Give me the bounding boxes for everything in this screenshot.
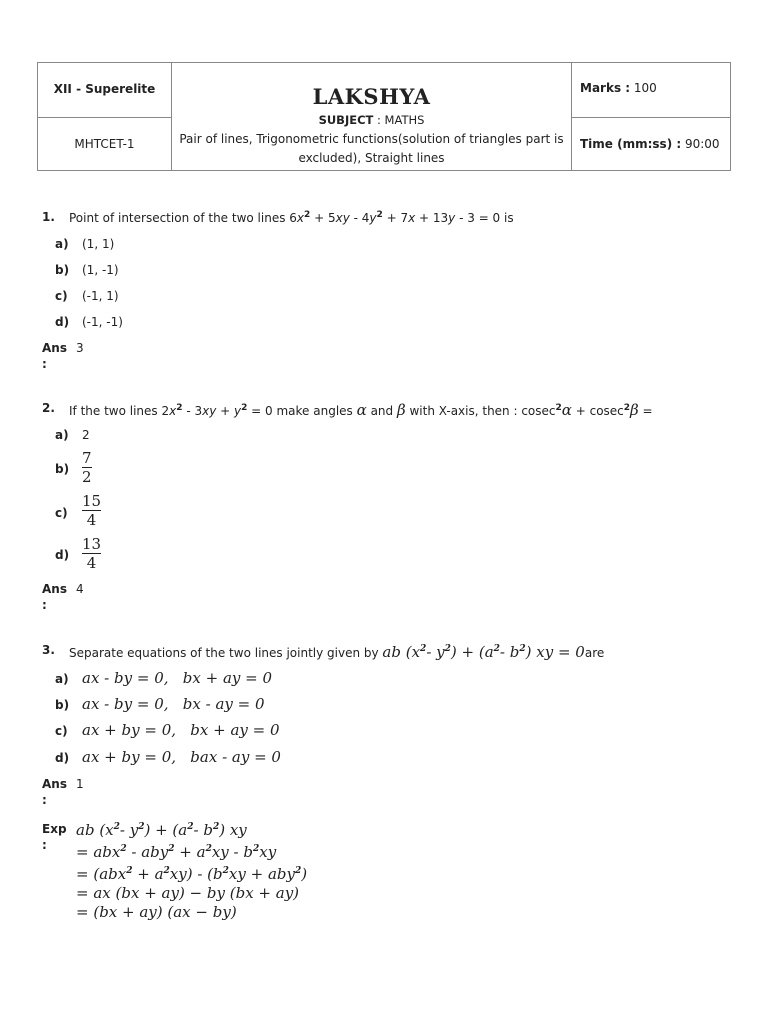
option-label: c)	[55, 289, 68, 303]
explanation-colon: :	[42, 838, 47, 852]
explanation-line: = ax (bx + ay) − by (bx + ay)	[76, 884, 300, 902]
option-value: ax - by = 0, bx + ay = 0	[82, 669, 273, 687]
question-text: Point of intersection of the two lines $6x^2 + 5xy - 4y^2 + 7x + 13y - 3 = 0$ is	[69, 210, 514, 225]
question-number: 2.	[42, 401, 55, 415]
explanation-line: = (bx + ay) (ax − by)	[76, 903, 237, 921]
answer-label: Ans	[42, 777, 67, 791]
equation: ab ($x^2-$ $y^2) + (a^2-$ $b^2$) xy = 0	[382, 643, 585, 661]
question-text: If the two lines $2x^2 - 3xy + y^2 = 0$ make angles α and β with X-axis, then : cosec$^2$α + cosec$^2$β =	[69, 401, 653, 419]
question-number: 3.	[42, 643, 55, 657]
option-label: a)	[55, 428, 69, 442]
question-number: 1.	[42, 210, 55, 224]
option-label: a)	[55, 672, 69, 686]
option-value: ax + by = 0, bx + ay = 0	[82, 721, 280, 739]
topics: Pair of lines, Trigonometric functions(solution of triangles part is excluded), Straight lines	[179, 132, 564, 165]
answer-colon: :	[42, 793, 47, 807]
time-label: Time (mm:ss) :	[580, 137, 682, 151]
question-text: Separate equations of the two lines jointly given by ab ($x^2-$ $y^2) + (a^2-$ $b^2$) xy = 0are	[69, 643, 605, 661]
option-label: b)	[55, 263, 70, 277]
option-label: b)	[55, 698, 70, 712]
header-center	[172, 63, 571, 170]
option-value: ax - by = 0, bx - ay = 0	[82, 695, 265, 713]
explanation-line: ab ($x^2-$ $y^2) + (a^2-$ $b^2$) xy	[76, 821, 247, 839]
answer-colon: :	[42, 598, 47, 612]
option-value: (-1, -1)	[82, 315, 123, 329]
answer-value: 3	[76, 341, 84, 355]
subject-value: : MATHS	[377, 113, 425, 127]
option-value: (1, 1)	[82, 237, 115, 251]
option-label: b)	[55, 462, 70, 476]
fraction: 7 2	[82, 449, 92, 486]
option-value: (-1, 1)	[82, 289, 119, 303]
fraction: 13 4	[82, 535, 102, 572]
option-label: d)	[55, 751, 70, 765]
option-label: d)	[55, 548, 70, 562]
option-label: c)	[55, 506, 68, 520]
test-code: MHTCET-1	[38, 118, 172, 170]
option-label: a)	[55, 237, 69, 251]
answer-colon: :	[42, 357, 47, 371]
option-value: (1, -1)	[82, 263, 119, 277]
marks-value: 100	[633, 81, 657, 95]
explanation	[76, 818, 307, 922]
answer-label: Ans	[42, 341, 67, 355]
answer-label: Ans	[42, 582, 67, 596]
option-value: 2	[82, 428, 90, 442]
class-name: XII - Superelite	[38, 63, 172, 118]
explanation-line: = $(abx^2 + a^2xy) - (b^2xy + aby^2)$	[76, 865, 308, 883]
option-label: c)	[55, 724, 68, 738]
subject-line	[172, 113, 571, 127]
paper-title: LAKSHYA	[312, 84, 431, 109]
explanation-line: = $abx^2 - aby^2 + a^2xy - b^2xy$	[76, 843, 277, 861]
option-value: ax + by = 0, bax - ay = 0	[82, 748, 281, 766]
fraction: 15 4	[82, 492, 102, 529]
option-label: d)	[55, 315, 70, 329]
subject-label: SUBJECT	[318, 113, 374, 127]
time-cell	[571, 118, 730, 170]
marks-cell	[571, 63, 730, 118]
header-table	[37, 62, 731, 171]
explanation-label: Exp	[42, 822, 67, 836]
marks-label: Marks :	[580, 81, 631, 95]
answer-value: 1	[76, 777, 84, 791]
time-value: 90:00	[684, 137, 720, 151]
answer-value: 4	[76, 582, 84, 596]
